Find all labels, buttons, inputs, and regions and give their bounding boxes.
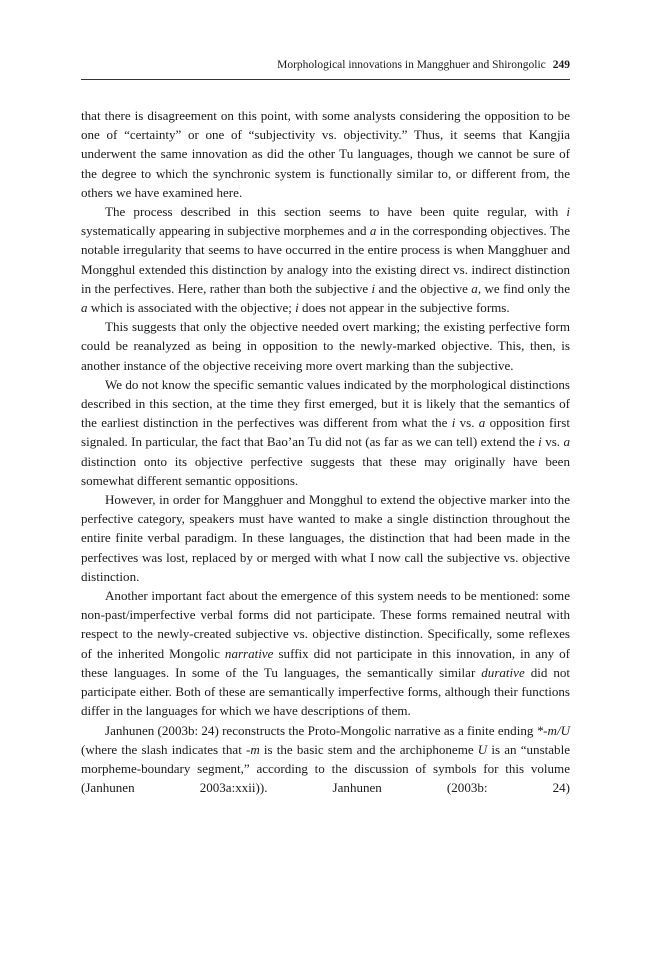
header-rule	[81, 79, 570, 80]
paragraph-2: The process described in this section seems to have been quite regular, with i systematically appearing in subjective morphemes and a in the corresponding objectives. The notable irregularity that seems to have occurred in the entire process is when Mangghuer and Mongghul extended this distinction by analogy into the existing direct vs. indirect distinction in the perfectives. Here, rather than both the subjective i and the objective a, we find only the a which is associated with the objective; i does not appear in the subjective forms.	[81, 204, 570, 316]
italic-term: a,	[471, 280, 482, 296]
italic-term: -m	[245, 741, 260, 757]
paragraph-5: However, in order for Mangghuer and Mongghul to extend the objective marker into the perfective category, speakers must have wanted to make a single distinction throughout the entire finite verbal paradigm. In these languages, the distinction that had been made in the perfectives was lost, replaced by or merged with what I now call the subjective vs. objective distinction.	[81, 492, 570, 584]
body-text	[81, 106, 570, 797]
paragraph-3: This suggests that only the objective needed overt marking; the existing perfective form could be reanalyzed as being in opposition to the newly-marked objective. This, then, is another instance of the objective receiving more overt marking than the subjective.	[81, 319, 570, 373]
italic-term: i	[566, 204, 570, 220]
paragraph-1: that there is disagreement on this point, with some analysts considering the opposition to be one of “certainty” or one of “subjectivity vs. objectivity.” Thus, it seems that Kangjia underwent the same innovation as did the other Tu languages, though we cannot be sure of the degree to which the synchronic system is functionally similar to, or different from, the others we have examined here.	[81, 108, 570, 200]
paragraph-4: We do not know the specific semantic values indicated by the morphological distinctions described in this section, at the time they first emerged, but it is likely that the semantics of the earliest distinction in the perfectives was different from what the i vs. a opposition first signaled. In particular, the fact that Bao’an Tu did not (as far as we can tell) extend the i vs. a distinction onto its objective perfective suggests that these may originally have been somewhat different semantic oppositions.	[81, 376, 571, 488]
italic-term: a	[478, 415, 486, 431]
italic-term: a	[563, 434, 570, 450]
italic-term: narrative	[224, 645, 274, 661]
running-head	[81, 57, 570, 73]
italic-term: i	[451, 415, 456, 431]
italic-term: *-m/U	[536, 722, 570, 738]
italic-term: a	[369, 223, 377, 239]
italic-term: U	[477, 741, 488, 757]
page-number: 249	[552, 59, 570, 71]
paragraph-7: Janhunen (2003b: 24) reconstructs the Proto-Mongolic narrative as a finite ending *-m/U (where the slash indicates that -m is the basic stem and the archiphoneme U is an “unstable morpheme-boundary segment,” according to the discussion of symbols for this volume (Janhunen 2003a:xxii)). Janhunen (2003b: 24)	[81, 722, 570, 796]
italic-term: i	[371, 280, 376, 296]
italic-term: a	[81, 300, 88, 316]
italic-term: durative	[481, 664, 525, 680]
running-title: Morphological innovations in Mangghuer and Shirongolic	[277, 59, 546, 71]
italic-term: i	[538, 434, 542, 450]
italic-term: i	[295, 300, 299, 316]
paragraph-6: Another important fact about the emergence of this system needs to be mentioned: some non-past/imperfective verbal forms did not participate. These forms remained neutral with respect to the newly-created subjective vs. objective distinction. Specifically, some reflexes of the inherited Mongolic narrative suffix did not participate in this innovation, in any of these languages. In some of the Tu languages, the semantically similar durative did not participate either. Both of these are semantically imperfective forms, although their functions differ in the languages for which we have descriptions of them.	[81, 588, 570, 719]
